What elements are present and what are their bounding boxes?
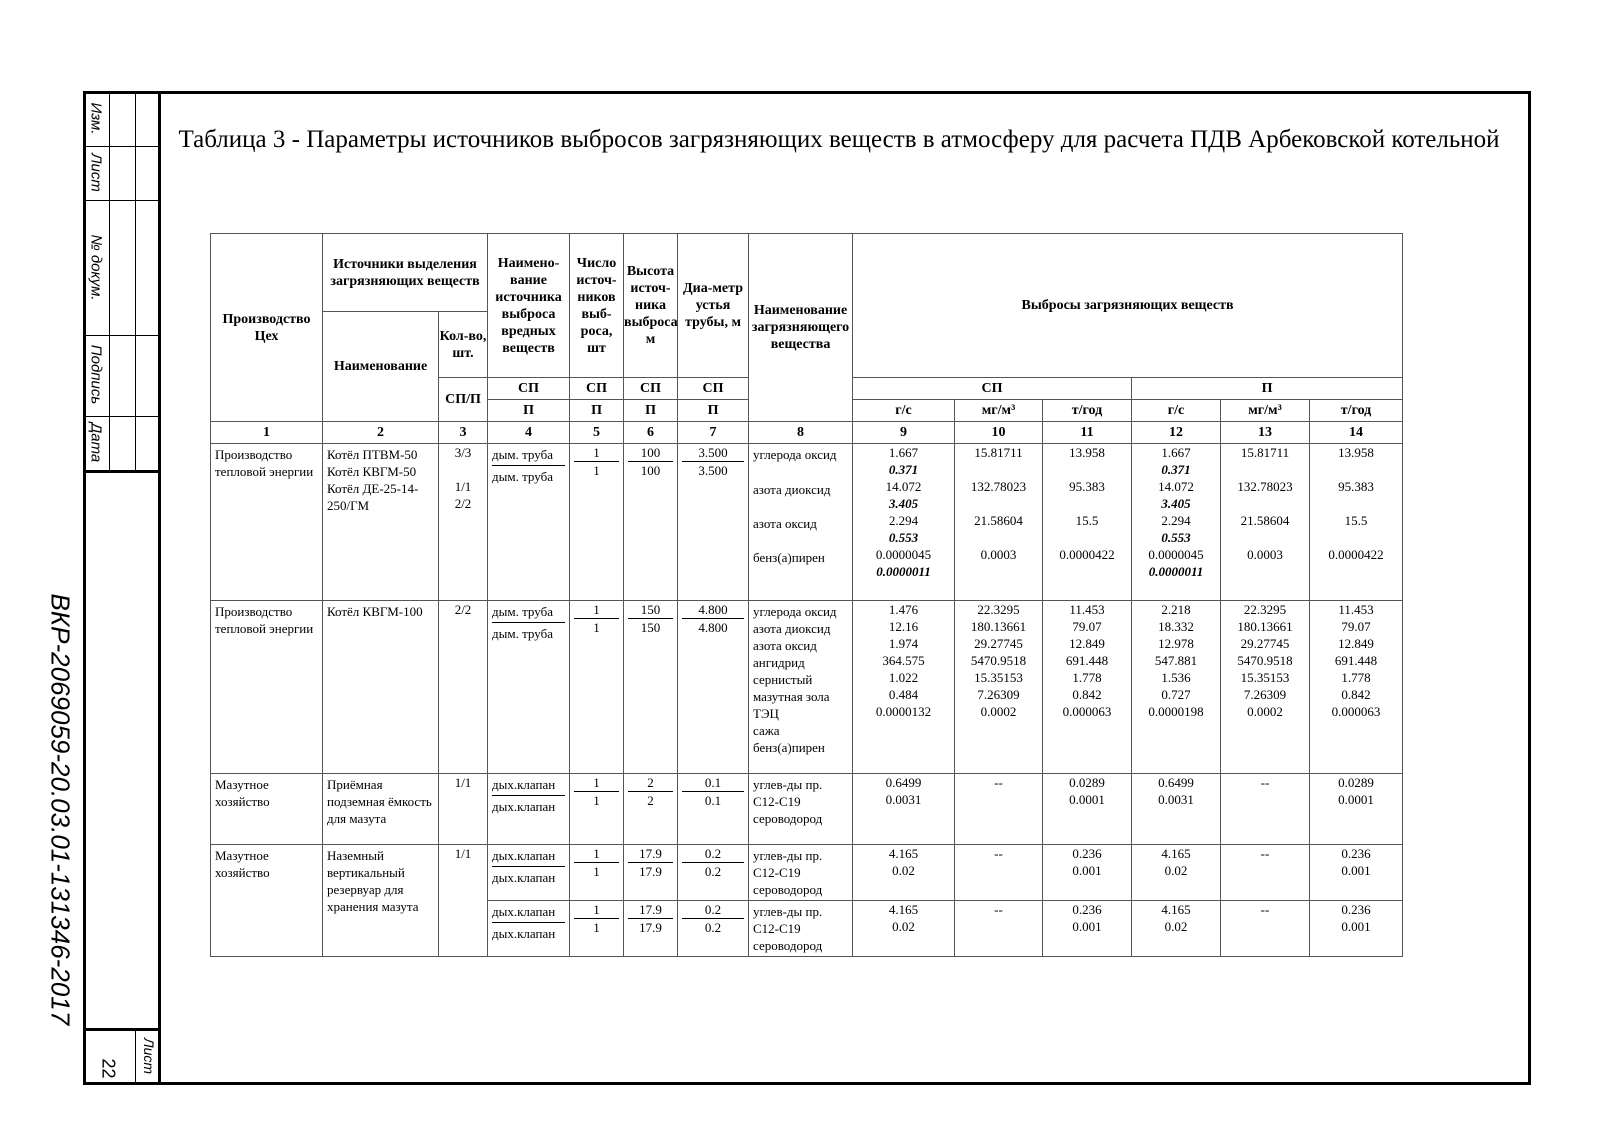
emitter-p: дых.клапан [492, 926, 556, 941]
emitter-cell [488, 774, 570, 845]
value: 0.236 [1072, 902, 1102, 917]
qty-value: 2/2 [454, 496, 472, 511]
value: 0.001 [1072, 863, 1102, 878]
header-tg: т/год [1310, 400, 1403, 422]
value: 1.667 [1161, 445, 1191, 460]
diameter-sp: 4.800 [682, 601, 744, 619]
value: 0.0031 [885, 792, 922, 807]
substance-cell [749, 901, 853, 957]
value: 7.26309 [1243, 687, 1287, 702]
value: 5470.9518 [1237, 653, 1293, 668]
header-emissions: Выбросы загрязняющих веществ [853, 234, 1403, 378]
value: 4.165 [1161, 902, 1191, 917]
count-cell [570, 601, 624, 774]
sp-tg-cell [1043, 845, 1132, 901]
sp-mg-cell: -- [955, 774, 1043, 845]
col-number: 9 [853, 422, 955, 444]
value: 0.6499 [885, 775, 922, 790]
value: 0.0289 [1338, 775, 1374, 790]
sp-tg-cell [1043, 774, 1132, 845]
emitter-cell [488, 845, 570, 901]
count-p: 1 [593, 620, 600, 635]
diameter-cell [678, 901, 749, 957]
value: 0.0000198 [1148, 704, 1204, 719]
header-sp: СП [570, 378, 624, 400]
height-cell [624, 444, 678, 601]
count-sp: 1 [574, 601, 619, 619]
value: 1.476 [888, 602, 919, 617]
header-emis-sp: СП [853, 378, 1132, 400]
count-p: 1 [593, 463, 600, 478]
diameter-p: 0.1 [704, 793, 722, 808]
sp-mg-cell: -- [955, 901, 1043, 957]
value: 2.218 [1161, 602, 1191, 617]
header-sp: СП [678, 378, 749, 400]
stamp-divider [83, 200, 161, 201]
value: 0.727 [1161, 687, 1191, 702]
count-cell [570, 774, 624, 845]
header-shop: Производство Цех [211, 234, 323, 422]
diameter-p: 0.2 [704, 920, 722, 935]
value: 547.881 [1154, 653, 1198, 668]
value: 0.0002 [1247, 704, 1283, 719]
col-number: 10 [955, 422, 1043, 444]
value: 0.236 [1341, 902, 1371, 917]
diameter-sp: 0.1 [682, 774, 744, 792]
col-number: 1 [211, 422, 323, 444]
height-sp: 17.9 [628, 901, 673, 919]
value: 0.0000045 [875, 547, 932, 562]
substance: углев-ды пр. С12-С19 [753, 848, 823, 880]
substance: сероводород [753, 938, 823, 953]
value: 95.383 [1338, 479, 1374, 494]
diameter-cell [678, 774, 749, 845]
value: 0.371 [888, 462, 919, 477]
emissions-table [210, 233, 1403, 957]
p-mg-cell [1221, 444, 1310, 601]
source-name: Котёл ПТВМ-50 [327, 447, 418, 462]
count-p: 1 [593, 920, 600, 935]
source-cell: Наземный вертикальный резервуар для хранения мазута [323, 845, 439, 957]
value: 13.958 [1338, 445, 1374, 460]
value: 0.0000011 [876, 564, 931, 579]
sp-mg-cell [955, 601, 1043, 774]
value: 132.78023 [1237, 479, 1293, 494]
value: 0.236 [1341, 846, 1371, 861]
shop-cell: Мазутное хозяйство [211, 845, 323, 957]
stamp-dokum: № докум. [87, 234, 105, 301]
header-sp: СП [624, 378, 678, 400]
sp-gs-cell [853, 444, 955, 601]
value: 29.27745 [974, 636, 1023, 651]
value: 0.0000422 [1328, 547, 1384, 562]
substance: бенз(а)пирен [753, 550, 825, 565]
header-tg: т/год [1043, 400, 1132, 422]
col-number: 5 [570, 422, 624, 444]
emitter-sp: дых.клапан [492, 847, 565, 867]
sp-tg-cell [1043, 601, 1132, 774]
count-sp: 1 [574, 901, 619, 919]
value: 0.0001 [1069, 792, 1105, 807]
value: 4.165 [1161, 846, 1191, 861]
substance: углев-ды пр. С12-С19 [753, 904, 823, 936]
value: 132.78023 [970, 479, 1027, 494]
height-sp: 150 [628, 601, 673, 619]
col-number: 8 [749, 422, 853, 444]
p-tg-cell [1310, 901, 1403, 957]
qty-cell: 2/2 [439, 601, 488, 774]
value: 3.405 [888, 496, 919, 511]
height-cell [624, 901, 678, 957]
p-mg-cell [1221, 601, 1310, 774]
height-cell [624, 845, 678, 901]
value: 1.667 [888, 445, 919, 460]
p-mg-cell: -- [1221, 774, 1310, 845]
sp-tg-cell [1043, 901, 1132, 957]
diameter-cell [678, 845, 749, 901]
shop-cell: Производство тепловой энергии [211, 444, 323, 601]
value: 2.294 [1161, 513, 1191, 528]
header-count: Число источ-ников выб-роса, шт [570, 234, 624, 378]
value: 0.0000132 [875, 704, 932, 719]
stamp-list-label: Лист [141, 1037, 157, 1075]
p-mg-cell: -- [1221, 845, 1310, 901]
value: 180.13661 [1237, 619, 1293, 634]
col-number: 13 [1221, 422, 1310, 444]
value: 15.35153 [974, 670, 1023, 685]
height-p: 150 [640, 620, 661, 635]
height-sp: 2 [628, 774, 673, 792]
value: 79.07 [1072, 619, 1102, 634]
value: 15.5 [1344, 513, 1368, 528]
value: 22.3295 [1243, 602, 1287, 617]
value: 0.0000011 [1148, 564, 1204, 579]
value: 15.5 [1075, 513, 1099, 528]
stamp-izm: Изм. [87, 102, 105, 135]
p-gs-cell [1132, 601, 1221, 774]
count-cell [570, 845, 624, 901]
header-p: П [570, 400, 624, 422]
value: 1.536 [1161, 670, 1191, 685]
count-cell [570, 901, 624, 957]
document-number: ВКР-2069059-20.03.01-131346-2017 [45, 593, 76, 1026]
header-source-name: Наименование [323, 312, 439, 422]
height-sp: 100 [628, 444, 673, 462]
height-cell [624, 774, 678, 845]
source-cell: Приёмная подземная ёмкость для мазута [323, 774, 439, 845]
value: 1.778 [1072, 670, 1102, 685]
p-gs-cell [1132, 901, 1221, 957]
value: 12.849 [1069, 636, 1105, 651]
substance: азота диоксид [753, 621, 831, 636]
value: 29.27745 [1240, 636, 1290, 651]
emitter-p: дых.клапан [492, 870, 556, 885]
stamp-divider [135, 1028, 136, 1084]
table-row [211, 601, 1403, 774]
value: 0.02 [1164, 919, 1188, 934]
substance-cell [749, 774, 853, 845]
col-number: 11 [1043, 422, 1132, 444]
emitter-cell [488, 444, 570, 601]
value: 0.02 [1164, 863, 1188, 878]
header-gs: г/с [853, 400, 955, 422]
stamp-divider [109, 91, 110, 471]
value: 1.022 [888, 670, 919, 685]
value: 0.553 [888, 530, 919, 545]
value: 0.001 [1341, 919, 1371, 934]
count-sp: 1 [574, 774, 619, 792]
emitter-cell [488, 901, 570, 957]
value: 13.958 [1069, 445, 1105, 460]
diameter-sp: 0.2 [682, 901, 744, 919]
value: 0.371 [1161, 462, 1191, 477]
header-mgm3: мг/м³ [955, 400, 1043, 422]
qty-value: 3/3 [454, 445, 472, 460]
value: 18.332 [1158, 619, 1194, 634]
value: 0.000063 [1331, 704, 1381, 719]
value: 12.849 [1338, 636, 1374, 651]
sp-mg-cell [955, 444, 1043, 601]
col-number: 7 [678, 422, 749, 444]
height-sp: 17.9 [628, 845, 673, 863]
header-p: П [488, 400, 570, 422]
p-tg-cell [1310, 601, 1403, 774]
value: 3.405 [1161, 496, 1191, 511]
sp-gs-cell [853, 901, 955, 957]
table-title: Таблица 3 - Параметры источников выбросов загрязняющих веществ в атмосферу для расчета ПДВ Арбековской котельной [178, 126, 1500, 153]
source-cell: Котёл КВГМ-100 [323, 601, 439, 774]
height-cell [624, 601, 678, 774]
value: 21.58604 [974, 513, 1023, 528]
value: 4.165 [888, 846, 919, 861]
height-p: 100 [640, 463, 661, 478]
value: 4.165 [888, 902, 919, 917]
count-sp: 1 [574, 444, 619, 462]
qty-value: 1/1 [454, 479, 472, 494]
diameter-p: 3.500 [698, 463, 728, 478]
stamp-divider [83, 1028, 161, 1031]
table-row [211, 845, 1403, 901]
emitter-sp: дых.клапан [492, 903, 565, 923]
substance: ангидрид сернистый [753, 655, 813, 687]
diameter-sp: 0.2 [682, 845, 744, 863]
sp-gs-cell [853, 845, 955, 901]
source-cell [323, 444, 439, 601]
emitter-p: дым. труба [492, 469, 553, 484]
table-row [211, 774, 1403, 845]
col-number: 6 [624, 422, 678, 444]
value: 180.13661 [970, 619, 1027, 634]
header-qty-sub: СП/П [439, 378, 488, 422]
count-p: 1 [593, 793, 600, 808]
header-emis-p: П [1132, 378, 1403, 400]
col-number: 12 [1132, 422, 1221, 444]
p-mg-cell: -- [1221, 901, 1310, 957]
substance: углерода оксид [753, 447, 837, 462]
header-sources: Источники выделения загрязняющих веществ [323, 234, 488, 312]
value: 15.81711 [974, 445, 1023, 460]
value: 0.001 [1341, 863, 1371, 878]
substance: сероводород [753, 811, 823, 826]
value: 0.842 [1341, 687, 1371, 702]
value: 0.6499 [1158, 775, 1194, 790]
shop-cell: Мазутное хозяйство [211, 774, 323, 845]
substance: азота диоксид [753, 482, 831, 497]
p-tg-cell [1310, 444, 1403, 601]
value: 0.0031 [1158, 792, 1194, 807]
header-diameter: Диа-метр устья трубы, м [678, 234, 749, 378]
sp-gs-cell [853, 774, 955, 845]
value: 364.575 [882, 653, 925, 668]
value: 0.02 [892, 863, 915, 878]
value: 15.35153 [1240, 670, 1290, 685]
sheet-number: 22 [98, 1058, 119, 1079]
count-cell [570, 444, 624, 601]
emitter-p: дым. труба [492, 626, 553, 641]
value: 0.236 [1072, 846, 1102, 861]
value: 15.81711 [1240, 445, 1290, 460]
value: 79.07 [1341, 619, 1371, 634]
height-p: 2 [647, 793, 654, 808]
substance: углев-ды пр. С12-С19 [753, 777, 823, 809]
value: 0.0000422 [1059, 547, 1115, 562]
emitter-cell [488, 601, 570, 774]
sp-gs-cell [853, 601, 955, 774]
value: 95.383 [1069, 479, 1105, 494]
source-name: Котёл ДЕ-25-14-250/ГМ [327, 481, 419, 513]
value: 0.02 [892, 919, 915, 934]
p-tg-cell [1310, 774, 1403, 845]
substance: азота оксид [753, 516, 817, 531]
value: 2.294 [888, 513, 919, 528]
stamp-podpis: Подпись [87, 344, 105, 405]
value: 7.26309 [977, 687, 1020, 702]
value: 14.072 [885, 479, 922, 494]
qty-cell [439, 444, 488, 601]
p-gs-cell [1132, 845, 1221, 901]
header-qty: Кол-во, шт. [439, 312, 488, 378]
p-tg-cell [1310, 845, 1403, 901]
table-row [211, 444, 1403, 601]
value: 691.448 [1334, 653, 1378, 668]
value: 1.778 [1341, 670, 1371, 685]
col-number: 14 [1310, 422, 1403, 444]
qty-cell: 1/1 [439, 845, 488, 957]
header-emitter: Наимено-вание источника выброса вредных веществ [488, 234, 570, 378]
substance: сажа [753, 723, 780, 738]
emitter-sp: дых.клапан [492, 776, 565, 796]
qty-cell: 1/1 [439, 774, 488, 845]
value: 0.842 [1072, 687, 1102, 702]
shop-cell: Производство тепловой энергии [211, 601, 323, 774]
stamp-list: Лист [87, 153, 105, 192]
value: 0.0003 [1247, 547, 1283, 562]
value: 0.0003 [980, 547, 1017, 562]
diameter-cell [678, 444, 749, 601]
substance: мазутная зола ТЭЦ [753, 689, 830, 721]
value: 691.448 [1065, 653, 1109, 668]
value: 0.0001 [1338, 792, 1374, 807]
substance-cell [749, 444, 853, 601]
p-gs-cell [1132, 774, 1221, 845]
diameter-sp: 3.500 [682, 444, 744, 462]
value: 0.484 [888, 687, 919, 702]
header-p: П [678, 400, 749, 422]
stamp-divider [83, 146, 161, 147]
substance-cell [749, 845, 853, 901]
col-number: 2 [323, 422, 439, 444]
sp-mg-cell: -- [955, 845, 1043, 901]
diameter-p: 0.2 [704, 864, 722, 879]
substance: сероводород [753, 882, 823, 897]
value: 0.0289 [1069, 775, 1105, 790]
height-p: 17.9 [639, 920, 662, 935]
value: 21.58604 [1240, 513, 1290, 528]
source-name: Котёл КВГМ-50 [327, 464, 417, 479]
value: 14.072 [1158, 479, 1194, 494]
height-p: 17.9 [639, 864, 662, 879]
header-substance: Наименование загрязняющего вещества [749, 234, 853, 422]
col-number: 4 [488, 422, 570, 444]
emitter-sp: дым. труба [492, 446, 565, 466]
col-number: 3 [439, 422, 488, 444]
value: 11.453 [1338, 602, 1374, 617]
count-p: 1 [593, 864, 600, 879]
value: 0.001 [1072, 919, 1102, 934]
value: 22.3295 [977, 602, 1020, 617]
header-mgm3: мг/м³ [1221, 400, 1310, 422]
count-sp: 1 [574, 845, 619, 863]
sp-tg-cell [1043, 444, 1132, 601]
header-height: Высота источ-ника выброса м [624, 234, 678, 378]
stamp-divider [83, 470, 161, 473]
stamp-data: Дата [87, 422, 105, 463]
value: 12.16 [888, 619, 919, 634]
value: 0.553 [1161, 530, 1191, 545]
substance: углерода оксид [753, 604, 837, 619]
header-sp: СП [488, 378, 570, 400]
substance: азота оксид [753, 638, 817, 653]
diameter-p: 4.800 [698, 620, 728, 635]
header-gs: г/с [1132, 400, 1221, 422]
p-gs-cell [1132, 444, 1221, 601]
value: 0.000063 [1062, 704, 1112, 719]
value: 5470.9518 [970, 653, 1027, 668]
value: 12.978 [1158, 636, 1194, 651]
header-p: П [624, 400, 678, 422]
emitter-sp: дым. труба [492, 603, 565, 623]
value: 11.453 [1069, 602, 1105, 617]
substance-cell [749, 601, 853, 774]
substance: бенз(а)пирен [753, 740, 825, 755]
diameter-cell [678, 601, 749, 774]
value: 0.0000045 [1148, 547, 1204, 562]
emitter-p: дых.клапан [492, 799, 556, 814]
stamp-divider [135, 91, 136, 471]
value: 1.974 [888, 636, 919, 651]
value: 0.0002 [980, 704, 1017, 719]
